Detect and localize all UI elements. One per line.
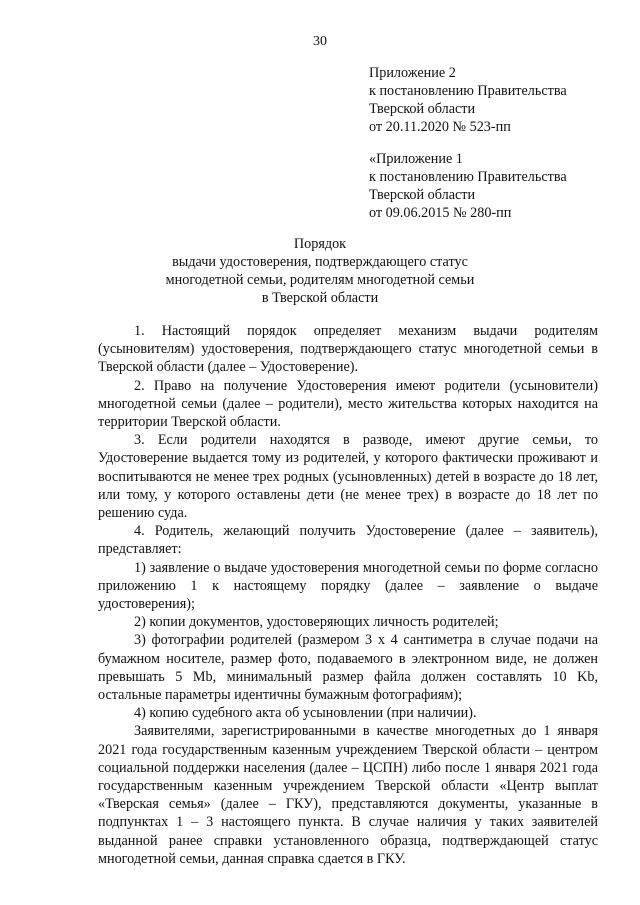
title-line: в Тверской области <box>261 290 379 306</box>
title-line: выдачи удостоверения, подтверждающего статус <box>172 254 468 270</box>
paragraph-3: 3. Если родители находятся в разводе, имеют другие семьи, то Удостоверение выдается тому из родителей, у которого фактически проживают и воспитываются не менее трех родных (усыновленных) детей в возрасте до 18 лет, или тому, у которого оставлены дети (не менее трех) в возрасте до 18 лет по решению суда. <box>98 432 598 522</box>
document-title <box>0 235 640 307</box>
annex-header-line: от 20.11.2020 № 523-пп <box>369 119 511 135</box>
document-body <box>98 322 598 868</box>
subitem-4: 4) копию судебного акта об усыновлении (при наличии). <box>134 705 477 722</box>
quoted-annex-line: к постановлению Правительства <box>369 169 567 185</box>
subitem-2: 2) копии документов, удостоверяющих личность родителей; <box>134 614 499 631</box>
page-number: 30 <box>313 34 327 49</box>
quoted-annex-line: от 09.06.2015 № 280-пп <box>369 205 512 221</box>
title-line: Порядок <box>293 236 347 252</box>
paragraph-4: 4. Родитель, желающий получить Удостоверение (далее – заявитель), представляет: <box>98 523 598 558</box>
subitem-3: 3) фотографии родителей (размером 3 x 4 сантиметра в случае подачи на бумажном носителе, размер фото, подаваемого в электронном виде, не должен превышать 5 Mb, минимальный размер файла должен составлять 10 Kb, остальные параметры идентичны бумажным фотографиям); <box>98 632 598 704</box>
quoted-annex-header <box>369 150 567 222</box>
annex-header-line: Тверской области <box>369 101 476 117</box>
paragraph-1: 1. Настоящий порядок определяет механизм выдачи родителям (усыновителям) удостоверения, подтверждающего статус многодетной семьи в Тверской области (далее – Удостоверение). <box>98 323 598 376</box>
paragraph-applicants: Заявителями, зарегистрированными в качестве многодетных до 1 января 2021 года государственным казенным учреждением Тверской области – центром социальной поддержки населения (далее – ЦСПН) либо после 1 января 2021 года государственным казенным учреждением Тверской области «Центр выплат «Тверская семья» (далее – ГКУ), представляются документы, указанные в подпунктах 1 – 3 настоящего пункта. В случае наличия у таких заявителей выданной ранее справки установленного образца, подтверждающей статус многодетной семьи, данная справка сдается в ГКУ. <box>98 723 598 867</box>
paragraph-2: 2. Право на получение Удостоверения имеют родители (усыновители) многодетной семьи (далее – родители), место жительства которых находится на территории Тверской области. <box>98 377 598 431</box>
annex-header-line: к постановлению Правительства <box>369 83 567 99</box>
quoted-annex-line: «Приложение 1 <box>369 151 463 167</box>
quoted-annex-line: Тверской области <box>369 187 476 203</box>
annex-header <box>369 64 567 136</box>
annex-header-line: Приложение 2 <box>369 65 456 81</box>
title-line: многодетной семьи, родителям многодетной семьи <box>165 272 475 288</box>
subitem-1: 1) заявление о выдаче удостоверения многодетной семьи по форме согласно приложению 1 к настоящему порядку (далее – заявление о выдаче удостоверения); <box>98 559 598 613</box>
